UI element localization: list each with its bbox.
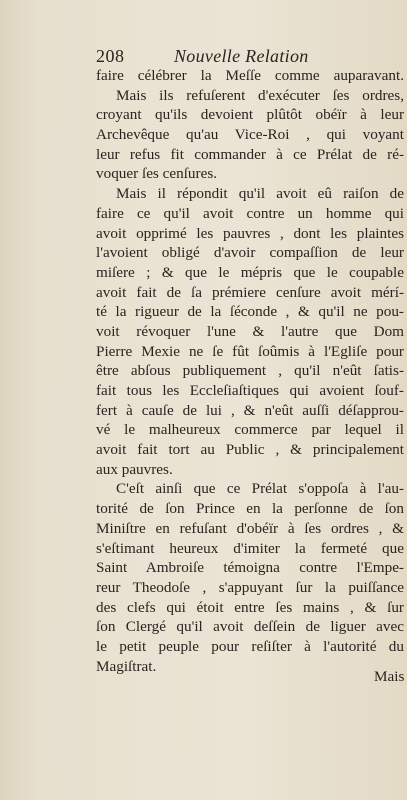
body-text [96,66,404,676]
text-line: Mais il répondit qu'il avoit eû raiſon de [116,185,404,203]
text-line: croyant qu'ils devoient plûtôt obéïr à leur [96,106,404,124]
text-line: s'eſtimant heureux d'imiter la fermeté que [96,539,404,557]
text-line: vé le malheureux commerce par lequel il [96,421,404,439]
text-line: voquer ſes cenſures. [96,165,218,183]
text-line: Archevêque qu'au Vice-Roi , qui voyant [96,126,404,144]
text-line: faire ce qu'il avoit contre un homme qui [96,204,404,222]
text-line: leur refus fit commander à ce Prélat de ré- [96,145,404,163]
text-line: fait tous les Eccleſiaſtiques qui avoient ſouf- [96,382,404,399]
text-line: l'avoient obligé d'avoir compaſſion de leur [96,244,404,262]
text-line: reur Theodoſe , s'appuyant ſur la puiſſance [96,578,404,596]
text-line: C'eſt ainſi que ce Prélat s'oppoſa à l'au- [116,480,404,498]
text-line: être abſous publiquement , qu'il n'eût ſatis- [96,362,404,380]
running-title: Nouvelle Relation [174,46,309,66]
text-line: Magiſtrat. [96,657,157,675]
text-line: ſon Clergé qu'il avoit deſſein de liguer avec [96,618,404,636]
text-line: Miniſtre en refuſant d'obéïr à ſes ordres , & [96,519,404,537]
text-line: Saint Ambroiſe témoigna contre l'Empe- [96,559,404,577]
text-line: aux pauvres. [96,460,173,478]
catchword: Mais [374,668,405,685]
page-number: 208 [96,46,125,66]
text-line: avoit fait de ſa prémiere cenſure avoit mérí- [96,283,404,301]
text-line: Mais ils refuſerent d'exécuter ſes ordres, [116,86,404,104]
text-line: Pierre Mexie ne ſe fût ſoûmis à l'Egliſe pour [96,342,404,360]
text-line: fert à cauſe de lui , & n'eût auſſi déſapprou- [96,401,404,419]
text-line: té la rigueur de la ſéconde , & qu'il ne pou- [96,303,404,321]
text-line: faire célébrer la Meſſe comme auparavant. [96,67,404,84]
text-line: le petit peuple pour reſiſter à l'autorité du [96,637,404,655]
page-header [96,44,407,68]
text-line: avoit fait tort au Public , & principalement [96,441,404,459]
text-line: des clefs qui étoit entre ſes mains , & ſur [96,598,404,616]
text-line: torité de ſon Prince en la perſonne de ſon [96,500,404,518]
text-line: miſere ; & que le mépris que le coupable [96,263,404,281]
text-line: voit révoquer l'une & l'autre que Dom [96,322,404,340]
text-line: avoit opprimé les pauvres , dont les plaintes [96,224,404,242]
